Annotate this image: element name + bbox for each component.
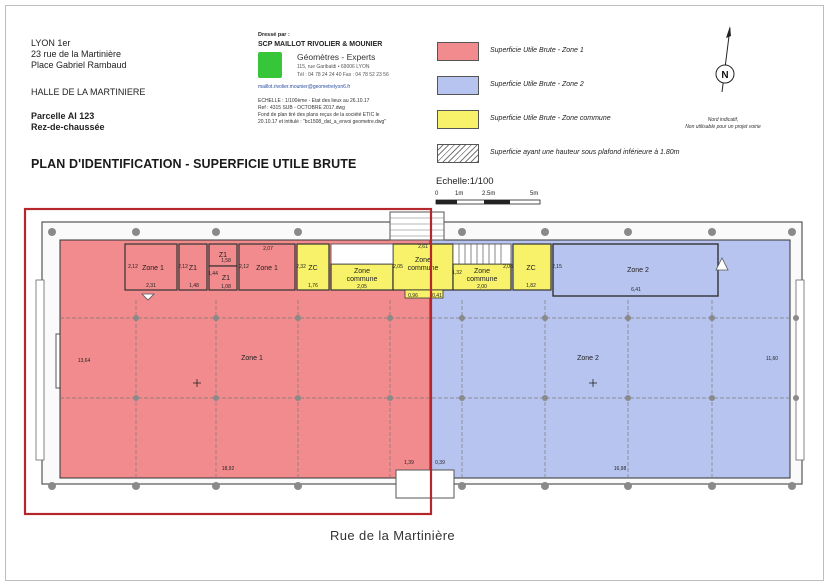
street-name: Rue de la Martinière	[330, 528, 456, 543]
north-note-line: Non utilisable pour un projet voirie	[685, 124, 761, 130]
dim-label: 1,58	[221, 258, 231, 264]
dim-label: 2,07	[263, 246, 273, 252]
address-street: 23 rue de la Martinière	[31, 49, 122, 59]
north-letter: N	[721, 70, 729, 81]
dim-label: 0,39	[435, 460, 445, 466]
legend-label-common: Superficie Utile Brute - Zone commune	[490, 115, 611, 122]
surveyor-phone: Tél : 04 78 24 24 40 Fax : 04 78 52 23 56	[297, 72, 389, 78]
note-line: Ref : 4315 SUB - OCTOBRE 2017.dwg	[258, 105, 345, 111]
dim-label: 0,41	[432, 293, 442, 299]
legend-label-zone1: Superficie Utile Brute - Zone 1	[490, 47, 584, 54]
label-commune-3-line2: commune	[466, 276, 498, 283]
label-zc-left: ZC	[308, 265, 318, 272]
label-z1-b-top: Z1	[218, 252, 228, 259]
rear-entrance	[396, 470, 454, 498]
label-commune-1-line1: Zone	[354, 268, 370, 275]
label-zone2-main: Zone 2	[577, 355, 599, 362]
dim-label: 2,61	[418, 244, 428, 250]
facade-left	[36, 280, 44, 460]
legend-label-low-ceiling: Superficie ayant une hauteur sous plafond inférieure à 1.80m	[490, 149, 680, 156]
dim-label: 1,39	[404, 460, 414, 466]
dim-label: 1,32	[452, 270, 462, 276]
dim-label: 1,08	[221, 284, 231, 290]
label-zone1-right: Zone 1	[256, 265, 278, 272]
address-city: LYON 1er	[31, 38, 71, 48]
scale-label-5m: 5m	[530, 191, 539, 197]
note-line: 20.10.17 et intitulé : "bc1508_dat_a_envoi geometre.dwg"	[258, 119, 387, 125]
label-commune-1-line2: commune	[346, 276, 378, 283]
label-z1-b-bottom: Z1	[221, 275, 231, 282]
label-zone1-small: Zone 1	[142, 265, 164, 272]
label-zone2-top: Zone 2	[627, 267, 649, 274]
note-line: ECHELLE : 1/100ème - Etat des lieux au 26.10.17	[258, 98, 370, 104]
dim-label: 2,32	[296, 264, 306, 270]
surveyor-firm: SCP MAILLOT RIVOLIER & MOUNIER	[258, 41, 383, 48]
label-zc-right: ZC	[526, 265, 536, 272]
scale-title: Echelle:1/100	[436, 176, 494, 187]
dim-label: 16,98	[613, 466, 627, 472]
surveyor-profession: Géomètres - Experts	[297, 52, 376, 62]
dim-label: 2,05	[393, 264, 403, 270]
stair-area	[453, 244, 511, 264]
label-commune-2-line2: commune	[407, 265, 439, 272]
dim-label: 6,41	[631, 287, 641, 293]
stair-area-left	[331, 244, 393, 264]
dim-label: 2,31	[146, 283, 156, 289]
dim-label: 13,64	[77, 358, 91, 364]
label-zone1-main: Zone 1	[241, 355, 263, 362]
surveyor-address: 115, rue Garibaldi • 69006 LYON	[297, 64, 370, 70]
surveyor-email: maillot.rivolier.mounier@geometrelyon6.fr	[258, 84, 351, 90]
north-note-line: Nord indicatif,	[707, 117, 739, 123]
scale-label-0: 0	[435, 191, 439, 197]
legend-label-zone2: Superficie Utile Brute - Zone 2	[490, 81, 584, 88]
dim-label: 2,12	[239, 264, 249, 270]
dim-label: 1,44	[208, 271, 218, 277]
dim-label: 2,00	[477, 284, 487, 290]
dim-label: 2,12	[178, 264, 188, 270]
scale-label-1m: 1m	[455, 191, 464, 197]
dim-label: 18,92	[221, 466, 235, 472]
dim-label: 1,76	[308, 283, 318, 289]
drawn-by-label: Dressé par :	[258, 32, 290, 38]
address-place: Place Gabriel Rambaud	[31, 60, 127, 70]
parcel-id: Parcelle AI 123	[31, 111, 95, 121]
dim-label: 1,82	[526, 283, 536, 289]
note-line: Fond de plan tiré des plans reçus de la société ETIC le	[258, 112, 380, 118]
dim-label: 11,60	[765, 356, 779, 362]
building-name: HALLE DE LA MARTINIERE	[31, 87, 146, 97]
dim-label: 1,48	[189, 283, 199, 289]
dim-label: 0,96	[408, 293, 418, 299]
dim-label: 2,15	[552, 264, 562, 270]
label-commune-3-line1: Zone	[474, 268, 490, 275]
label-commune-2-line1: Zone	[415, 257, 431, 264]
scale-label-2-5m: 2.5m	[482, 191, 496, 197]
dim-label: 2,05	[357, 284, 367, 290]
page-title: PLAN D'IDENTIFICATION - SUPERFICIE UTILE BRUTE	[31, 157, 357, 171]
dim-label: 2,06	[503, 264, 513, 270]
label-z1-a: Z1	[188, 265, 198, 272]
floor-level: Rez-de-chaussée	[31, 122, 105, 132]
facade-right	[796, 280, 804, 460]
dim-label: 2,12	[128, 264, 138, 270]
